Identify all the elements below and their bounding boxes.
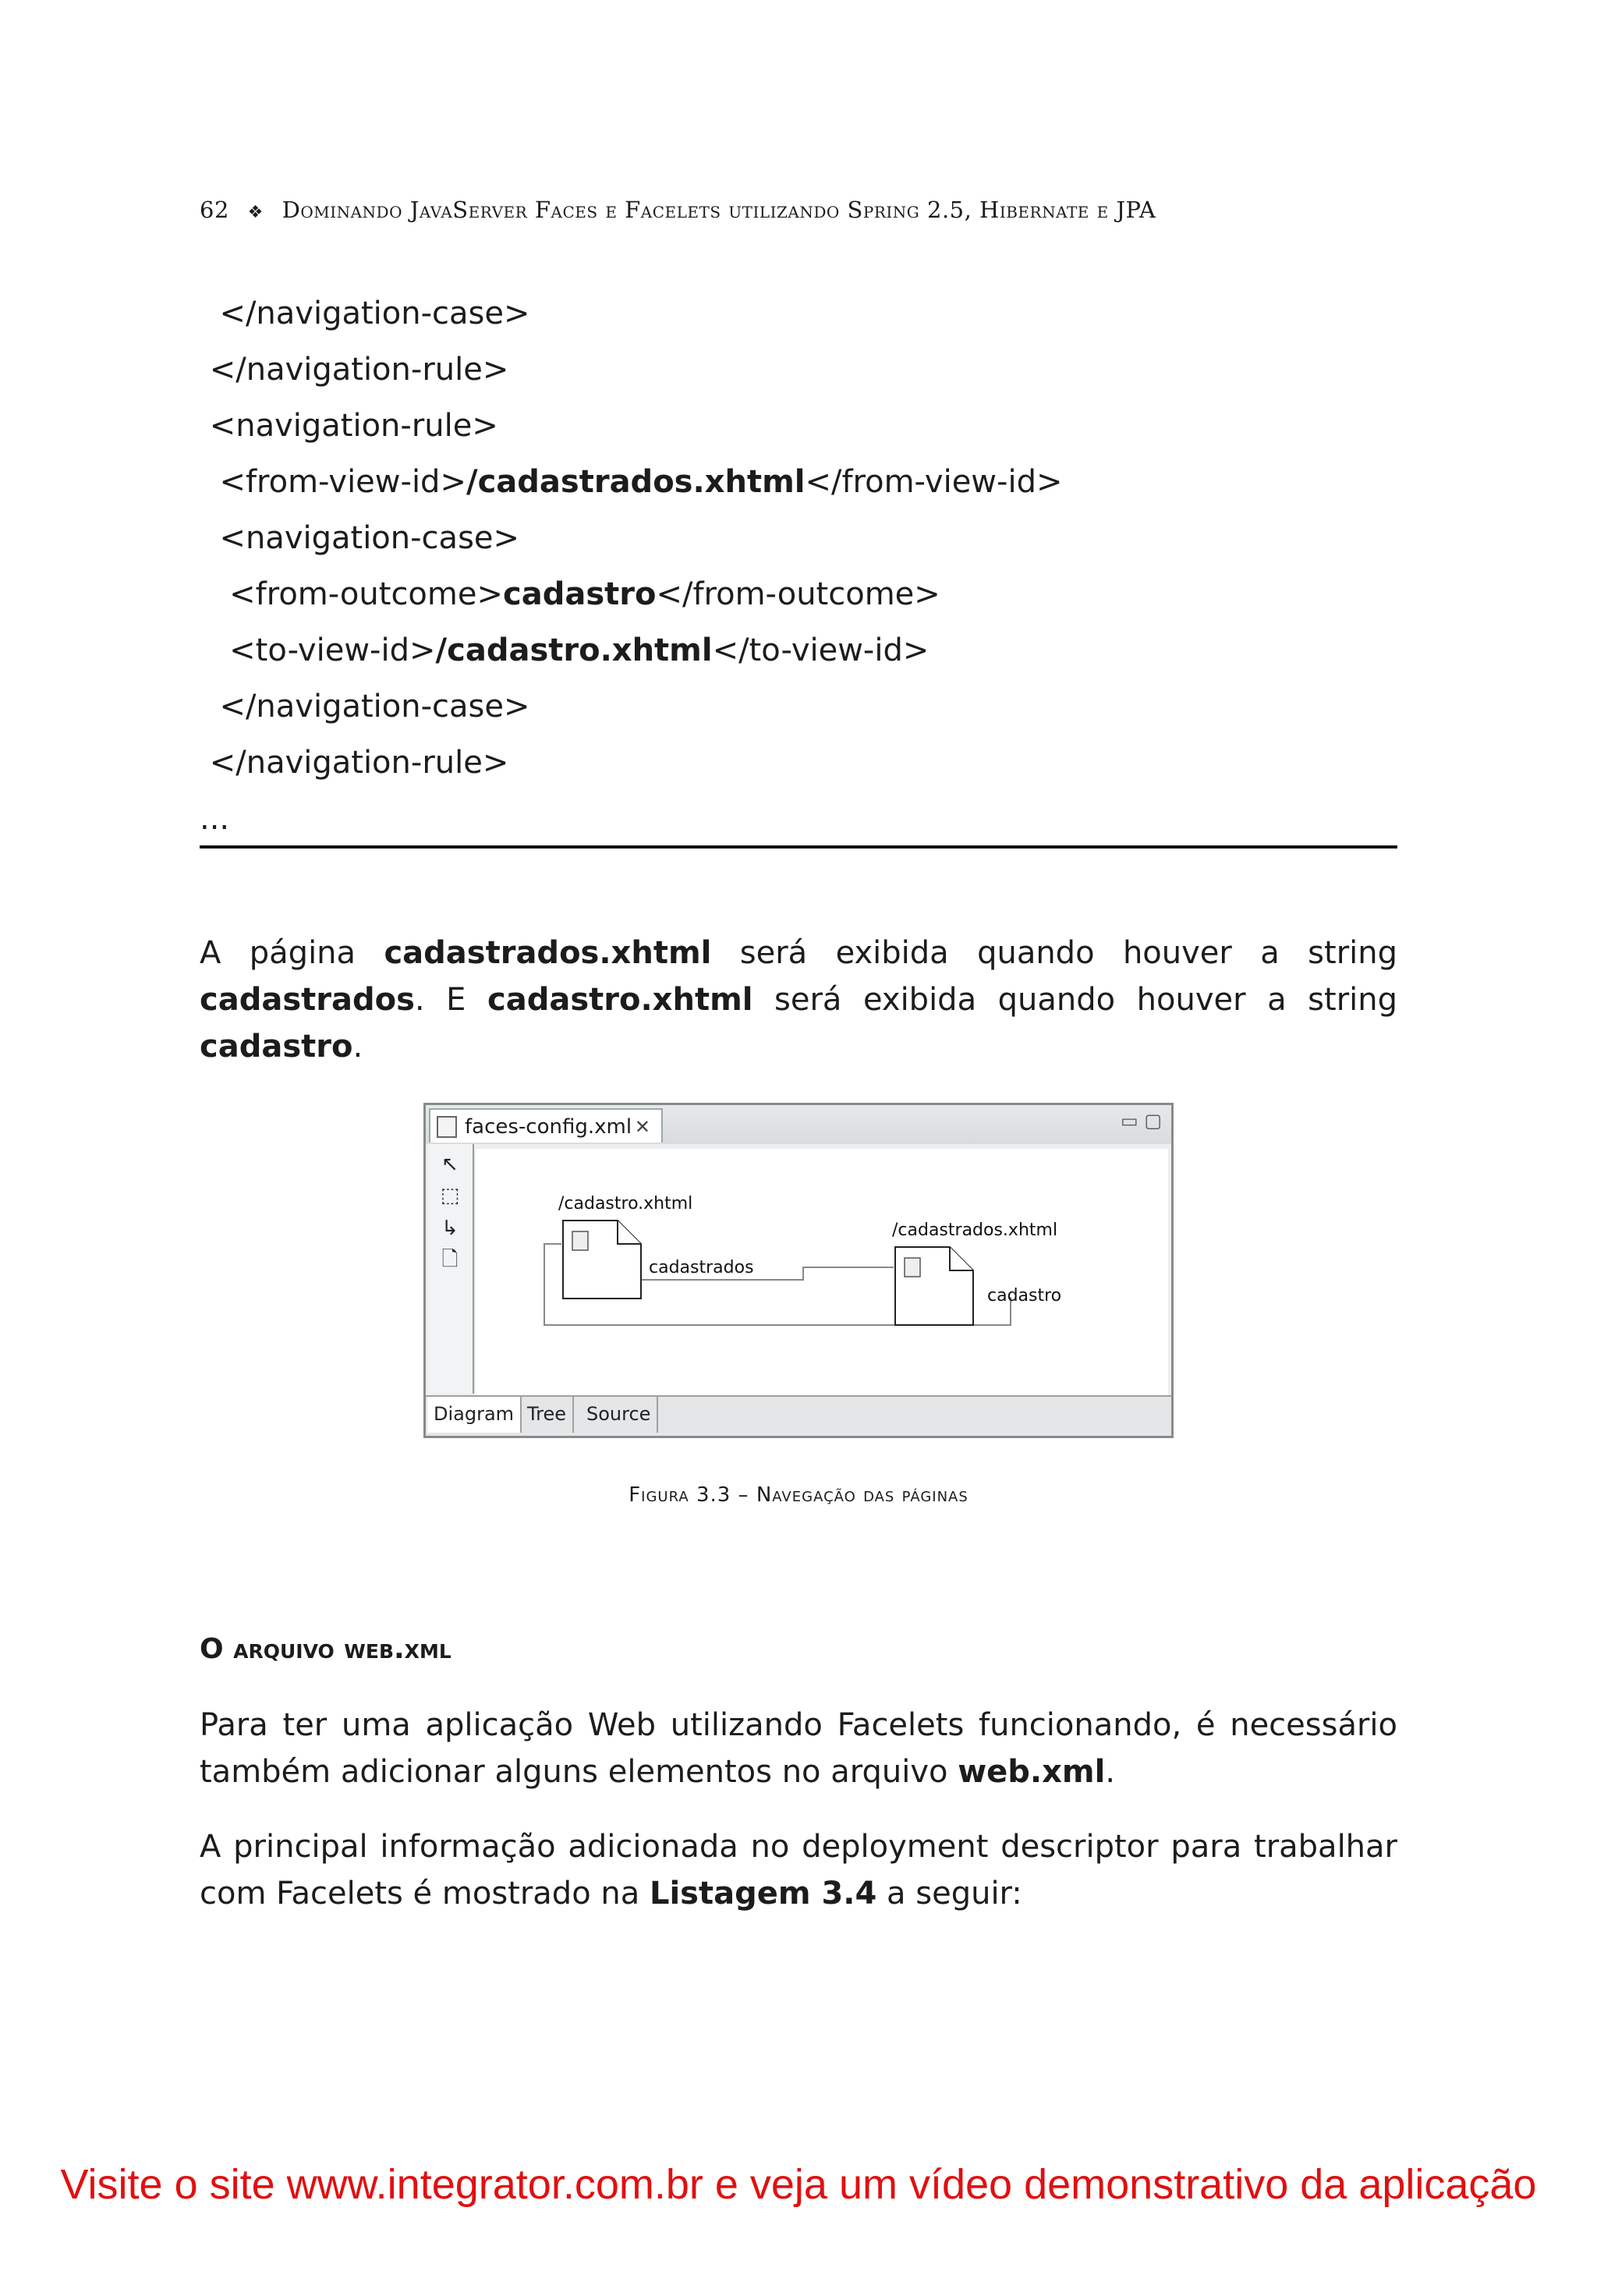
code-indent bbox=[200, 408, 210, 444]
code-line bbox=[200, 454, 1062, 510]
faces-config-editor-screenshot bbox=[423, 1103, 1174, 1438]
code-line bbox=[200, 342, 1062, 398]
code-bold-text: cadastro bbox=[503, 576, 657, 612]
code-text: </navigation-case> bbox=[219, 689, 530, 725]
code-indent bbox=[200, 352, 210, 388]
text-run: . bbox=[1105, 1754, 1116, 1790]
text-run: será exibida quando houver a string bbox=[711, 935, 1398, 971]
bold-run: web.xml bbox=[958, 1754, 1106, 1790]
bold-run: cadastrados bbox=[200, 982, 415, 1018]
text-run: . E bbox=[414, 982, 488, 1018]
diagram-palette bbox=[429, 1144, 474, 1394]
diagram-canvas[interactable] bbox=[476, 1149, 1168, 1397]
text-run: A página bbox=[200, 935, 384, 971]
code-text: <from-outcome> bbox=[229, 576, 503, 612]
bold-run: cadastrados.xhtml bbox=[384, 935, 712, 971]
code-listing bbox=[200, 285, 1062, 847]
tab-tree[interactable]: Tree bbox=[521, 1397, 574, 1433]
bold-run: Listagem 3.4 bbox=[649, 1876, 877, 1912]
code-line bbox=[200, 285, 1062, 342]
page-tool-icon[interactable]: 🗋 bbox=[441, 1248, 459, 1271]
text-run: será exibida quando houver a string bbox=[752, 982, 1398, 1018]
paragraph-deployment-descriptor bbox=[200, 1823, 1397, 1917]
code-text: <to-view-id> bbox=[229, 632, 436, 668]
bold-run: cadastro.xhtml bbox=[487, 982, 753, 1018]
code-text: ... bbox=[200, 801, 230, 837]
edge-label-cadastrados: cadastrados bbox=[649, 1258, 754, 1277]
figure-caption: Figura 3.3 – Navegação das páginas bbox=[629, 1483, 968, 1507]
window-buttons[interactable]: ▭ ▢ bbox=[1121, 1110, 1162, 1132]
tab-title: faces-config.xml bbox=[465, 1115, 632, 1139]
link-tool-icon[interactable]: ↳ bbox=[441, 1217, 459, 1240]
editor-bottom-tabs bbox=[426, 1395, 1171, 1436]
navigation-diagram bbox=[476, 1149, 1168, 1397]
editor-tab-faces-config[interactable] bbox=[429, 1108, 663, 1143]
code-line bbox=[200, 566, 1062, 622]
code-text: </to-view-id> bbox=[712, 632, 930, 668]
xml-file-icon bbox=[437, 1116, 457, 1138]
header-bullet: ❖ bbox=[247, 203, 264, 222]
code-indent bbox=[200, 745, 210, 781]
code-indent bbox=[200, 296, 219, 331]
page-number: 62 bbox=[200, 197, 229, 223]
paragraph-navigation-explanation bbox=[200, 930, 1397, 1070]
code-line bbox=[200, 735, 1062, 791]
edge-label-cadastro: cadastro bbox=[987, 1286, 1062, 1306]
code-indent bbox=[200, 689, 219, 725]
code-text: </navigation-rule> bbox=[209, 352, 509, 388]
code-bold-text: /cadastrados.xhtml bbox=[466, 464, 806, 500]
code-text: </from-view-id> bbox=[805, 464, 1063, 500]
code-text: </navigation-case> bbox=[219, 296, 530, 331]
code-indent bbox=[200, 520, 219, 556]
code-bold-text: /cadastro.xhtml bbox=[435, 632, 713, 668]
text-run: a seguir: bbox=[876, 1876, 1022, 1912]
close-icon[interactable]: ✕ bbox=[634, 1116, 650, 1138]
text-run: A principal informação adicionada no deployment descriptor para trabalhar com Facelets é mostrado na bbox=[200, 1829, 1397, 1912]
code-line bbox=[200, 791, 1062, 847]
book-title: Dominando JavaServer Faces e Facelets utilizando Spring 2.5, Hibernate e JPA bbox=[282, 197, 1156, 223]
tab-diagram[interactable]: Diagram bbox=[427, 1397, 522, 1433]
page-node-cadastrados[interactable] bbox=[895, 1247, 973, 1325]
text-run: Para ter uma aplicação Web utilizando Facelets funcionando, é necessário também adicionar alguns elementos no arquivo bbox=[200, 1707, 1397, 1790]
tab-source[interactable]: Source bbox=[580, 1397, 658, 1433]
code-indent bbox=[200, 464, 219, 500]
code-indent bbox=[200, 576, 229, 612]
code-text: </from-outcome> bbox=[656, 576, 940, 612]
code-text: <from-view-id> bbox=[219, 464, 466, 500]
node-label-cadastro: /cadastro.xhtml bbox=[558, 1194, 693, 1214]
paragraph-web-xml bbox=[200, 1702, 1397, 1795]
select-tool-icon[interactable]: ↖ bbox=[441, 1153, 459, 1176]
promo-footer: Visite o site www.integrator.com.br e veja um vídeo demonstrativo da aplicação bbox=[60, 2161, 1537, 2208]
code-line bbox=[200, 622, 1062, 679]
code-line bbox=[200, 510, 1062, 566]
code-text: <navigation-case> bbox=[219, 520, 520, 556]
page-node-cadastro[interactable] bbox=[563, 1221, 641, 1299]
marquee-tool-icon[interactable]: ⬚ bbox=[440, 1184, 460, 1207]
node-label-cadastrados: /cadastrados.xhtml bbox=[892, 1221, 1058, 1240]
running-header bbox=[200, 197, 1156, 223]
code-indent bbox=[200, 632, 229, 668]
code-text: </navigation-rule> bbox=[209, 745, 509, 781]
text-run: . bbox=[352, 1029, 363, 1065]
listing-end-rule bbox=[200, 845, 1397, 849]
section-heading: O arquivo web.xml bbox=[200, 1633, 451, 1665]
bold-run: cadastro bbox=[200, 1029, 353, 1065]
code-line bbox=[200, 398, 1062, 454]
code-line bbox=[200, 679, 1062, 735]
editor-tab-bar bbox=[426, 1105, 1171, 1144]
code-text: <navigation-rule> bbox=[209, 408, 498, 444]
